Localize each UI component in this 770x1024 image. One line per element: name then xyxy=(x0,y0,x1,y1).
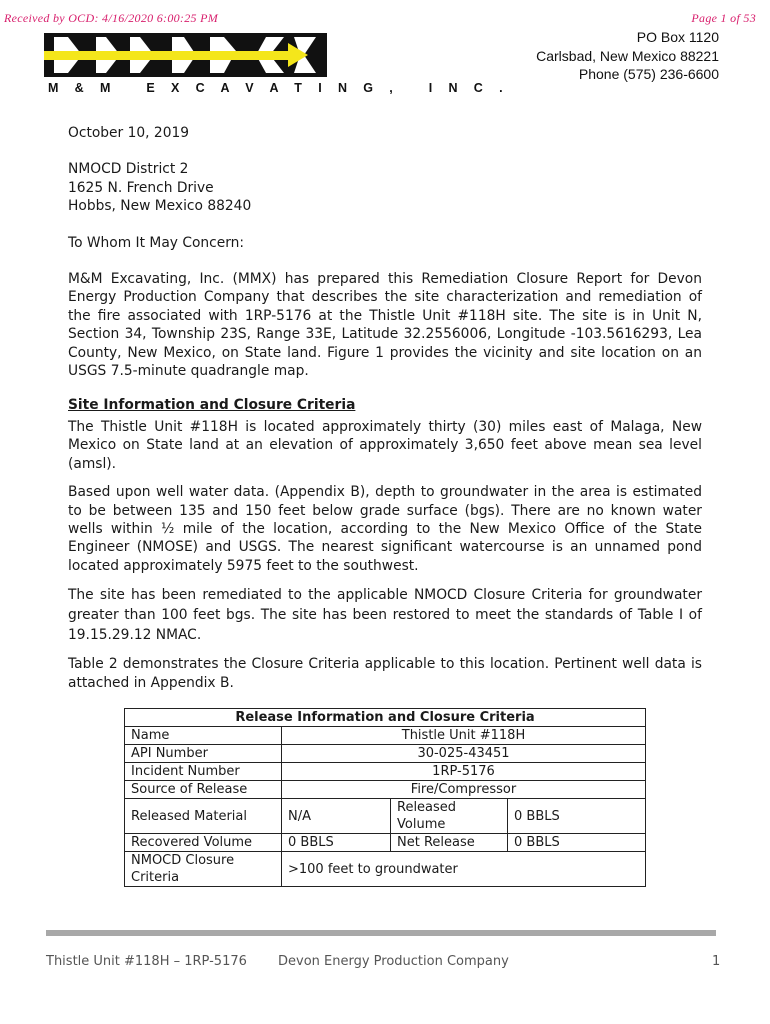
address-line: Carlsbad, New Mexico 88221 xyxy=(536,47,719,64)
row-value: Fire/Compressor xyxy=(282,781,646,799)
row-label: API Number xyxy=(125,745,282,763)
row-value: 0 BBLS xyxy=(282,834,391,852)
row-label: Released Volume xyxy=(391,799,508,834)
phone-line: Phone (575) 236-6600 xyxy=(578,66,719,82)
row-value: 0 BBLS xyxy=(508,834,646,852)
site-paragraph-2: Based upon well water data. (Appendix B), depth to groundwater in the area is estimated to be between 135 and 150 feet below grade surface (bgs). There are no known water wells within ½ mile of the location, according to the New Mexico Office of the State Engineer (NMOSE) and USGS. The nearest significant watercourse is an unnamed pond located approximately 5975 feet to the southwest. xyxy=(68,484,702,574)
row-label: Recovered Volume xyxy=(125,834,282,852)
row-value: 30-025-43451 xyxy=(282,745,646,763)
row-label: Released Material xyxy=(125,799,282,834)
row-label: Incident Number xyxy=(125,763,282,781)
table-row xyxy=(125,852,646,887)
table-row xyxy=(125,727,646,745)
letter-date: October 10, 2019 xyxy=(68,125,190,141)
footer-divider xyxy=(46,930,716,936)
closure-criteria-table xyxy=(124,708,646,887)
row-value: 0 BBLS xyxy=(508,799,646,834)
row-label: Net Release xyxy=(391,834,508,852)
row-label: Name xyxy=(125,727,282,745)
page-count-stamp: Page 1 of 53 xyxy=(691,11,756,25)
table-row xyxy=(125,763,646,781)
table-title: Release Information and Closure Criteria xyxy=(125,709,646,727)
row-value: 1RP-5176 xyxy=(282,763,646,781)
footer-page-number: 1 xyxy=(712,954,721,969)
table-row xyxy=(125,799,646,834)
row-value: Thistle Unit #118H xyxy=(282,727,646,745)
footer-site: Thistle Unit #118H – 1RP-5176 xyxy=(46,954,247,969)
row-value: >100 feet to groundwater xyxy=(282,852,646,887)
section-heading: Site Information and Closure Criteria xyxy=(68,397,356,414)
mmx-logo xyxy=(44,33,327,77)
salutation: To Whom It May Concern: xyxy=(68,234,245,251)
table-row xyxy=(125,781,646,799)
site-paragraph-4: Table 2 demonstrates the Closure Criteria applicable to this location. Pertinent well data is attached in Appendix B. xyxy=(68,656,702,691)
site-paragraph-1: The Thistle Unit #118H is located approximately thirty (30) miles east of Malaga, New Mexico on State land at an elevation of approximately 3,650 feet above mean sea level (amsl). xyxy=(68,418,702,472)
row-label: NMOCD Closure Criteria xyxy=(125,852,282,887)
recipient-line: NMOCD District 2 xyxy=(68,161,189,178)
company-address xyxy=(536,28,719,84)
table-row xyxy=(125,745,646,763)
row-label: Source of Release xyxy=(125,781,282,799)
received-stamp: Received by OCD: 4/16/2020 6:00:25 PM xyxy=(4,11,219,25)
intro-paragraph: M&M Excavating, Inc. (MMX) has prepared this Remediation Closure Report for Devon Energy Production Company that describes the site characterization and remediation of the fire associated with 1RP-5176 at the Thistle Unit #118H site. The site is in Unit N, Section 34, Township 23S, Range 33E, Latitude 32.2556006, Longitude -103.5616293, Lea County, New Mexico, on State land. Figure 1 provides the vicinity and site location on an USGS 7.5-minute quadrangle map. xyxy=(68,271,702,380)
recipient-line: 1625 N. French Drive xyxy=(68,179,214,196)
site-paragraph-3: The site has been remediated to the applicable NMOCD Closure Criteria for groundwater greater than 100 feet bgs. The site has been restored to meet the standards of Table I of 19.15.29.12 NMAC. xyxy=(68,587,702,644)
address-line: PO Box 1120 xyxy=(636,29,719,45)
row-value: N/A xyxy=(282,799,391,834)
recipient-line: Hobbs, New Mexico 88240 xyxy=(68,198,252,215)
company-name: M & M E X C A V A T I N G , I N C . xyxy=(48,81,509,95)
table-row xyxy=(125,834,646,852)
footer-company: Devon Energy Production Company xyxy=(278,954,509,969)
letter-body xyxy=(68,124,702,692)
